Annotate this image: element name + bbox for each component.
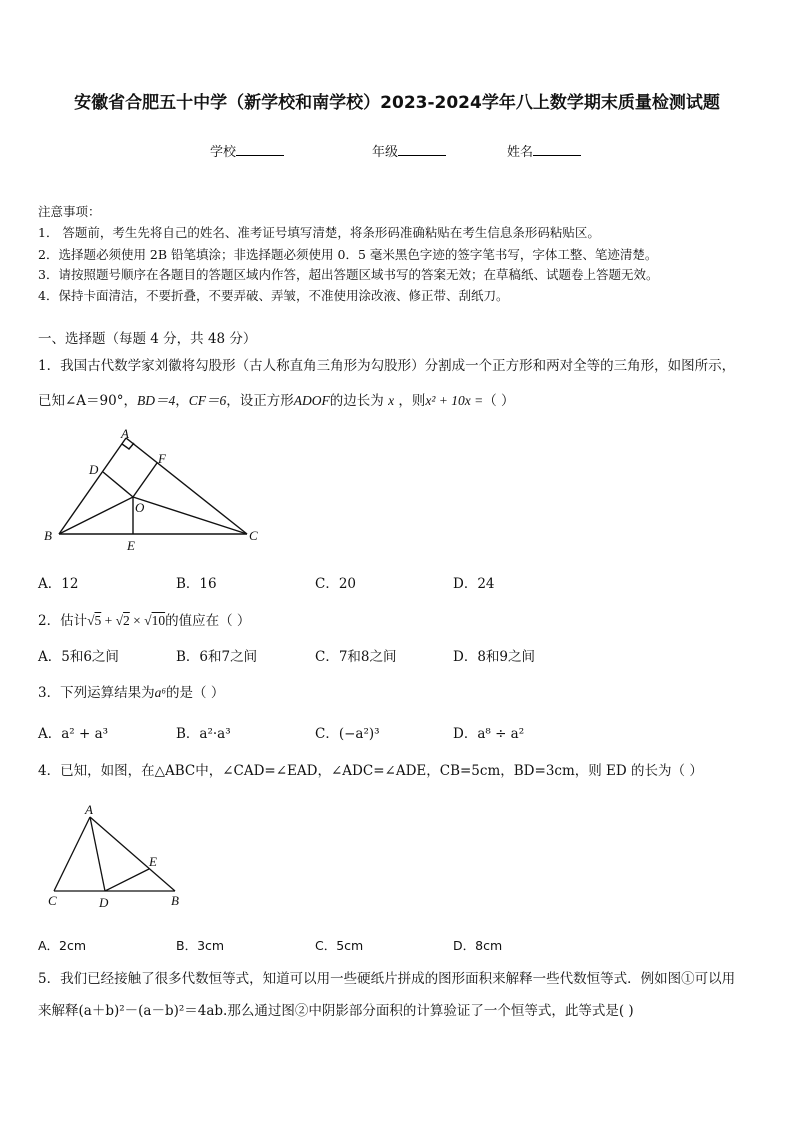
q2-option-c[interactable]: C．7和8之间: [315, 649, 397, 665]
q1-option-d[interactable]: D．24: [453, 576, 495, 592]
q4-option-b[interactable]: B．3cm: [176, 938, 225, 953]
q1-line2: 已知∠A＝90°，BD＝4，CF＝6，设正方形ADOF的边长为 x ，则x² + 10x =（ ）: [38, 393, 515, 409]
q4-label-a: A: [85, 802, 93, 817]
q4-label-d: D: [99, 895, 109, 910]
q2-option-d[interactable]: D．8和9之间: [453, 649, 536, 665]
q4-option-a[interactable]: A．2cm: [38, 938, 87, 953]
q1-segment-bo: [59, 497, 133, 534]
q4-figure: [38, 799, 188, 911]
q1-segment-of: [133, 463, 157, 497]
q2-option-a[interactable]: A．5和6之间: [38, 649, 119, 665]
q1-angle-text: 已知∠A＝90°，: [38, 393, 137, 409]
section-heading: 一、选择题（每题 4 分，共 48 分）: [38, 331, 257, 347]
notice-item: 1． 答题前，考生先将自己的姓名、准考证号填写清楚，将条形码准确粘贴在考生信息条形码粘贴区。: [38, 225, 600, 240]
q1-label-b: B: [44, 528, 52, 543]
q1-side-ab: [59, 438, 126, 534]
school-label: 学校: [210, 145, 237, 160]
q1-square: ADOF: [293, 393, 330, 408]
q1-option-a[interactable]: A．12: [38, 576, 79, 592]
q1-figure: [38, 426, 268, 554]
q1-line1: 1．我国古代数学家刘徽将勾股形（古人称直角三角形为勾股形）分割成一个正方形和两对全等的三角形，如图所示，: [38, 358, 736, 374]
q5-line2: 来解释(a＋b)²－(a－b)²＝4ab.那么通过图②中阴影部分面积的计算验证了一个恒等式，此等式是( ): [38, 1003, 634, 1019]
q4-stem: 4．已知，如图，在△ABC中，∠CAD=∠EAD，∠ADC=∠ADE，CB=5cm，BD=3cm，则 ED 的长为（ ）: [38, 763, 703, 779]
notice-item: 3．请按照题号顺序在各题目的答题区域内作答，超出答题区域书写的答案无效；在草稿纸、试题卷上答题无效。: [38, 267, 659, 282]
q1-paren: （ ）: [483, 393, 515, 409]
q1-label-d: D: [89, 462, 99, 477]
q1-text-c: 的边长为: [329, 393, 384, 409]
q5-line1: 5．我们已经接触了很多代数恒等式，知道可以用一些硬纸片拼成的图形面积来解释一些代数恒等式．例如图①可以用: [38, 971, 736, 987]
q1-cf: CF＝6: [188, 393, 227, 408]
q1-segment-do: [103, 472, 133, 497]
school-blank[interactable]: [236, 141, 284, 156]
q1-side-ac: [126, 438, 247, 534]
q2-stem: [38, 609, 250, 629]
notice-item: 2．选择题必须使用 2B 铅笔填涂；非选择题必须使用 0．5 毫米黑色字迹的签字笔书写，字体工整、笔迹清楚。: [38, 247, 658, 262]
q1-label-o: O: [135, 500, 145, 515]
notice-heading: 注意事项：: [38, 204, 101, 219]
q1-label-c: C: [249, 528, 258, 543]
q1-label-e: E: [127, 538, 135, 553]
q1-label-a: A: [121, 426, 129, 441]
q2-stem-b: 的值应在（ ）: [165, 613, 251, 629]
q4-side-ac: [54, 817, 90, 891]
notice-item: 4．保持卡面清洁，不要折叠，不要弄破、弄皱，不准使用涂改液、修正带、刮纸刀。: [38, 288, 509, 303]
q3-option-a[interactable]: A．a² + a³: [38, 726, 109, 742]
q3-option-b[interactable]: B．a²·a³: [176, 726, 231, 742]
grade-label: 年级: [372, 145, 399, 160]
q1-var: x: [388, 393, 395, 408]
q3-target: a⁶: [154, 685, 167, 700]
q4-option-c[interactable]: C．5cm: [315, 938, 364, 953]
q3-option-d[interactable]: D．a⁸ ÷ a²: [453, 726, 525, 742]
q3-stem-b: 的是（ ）: [166, 685, 225, 701]
q2-expression: √5 + √2 × √10: [87, 613, 166, 628]
q3-option-c[interactable]: C．(−a²)³: [315, 726, 380, 742]
q4-option-d[interactable]: D．8cm: [453, 938, 503, 953]
page-title: 安徽省合肥五十中学（新学校和南学校）2023-2024学年八上数学期末质量检测试题: [74, 93, 720, 113]
q4-segment-de: [105, 869, 149, 891]
name-field[interactable]: [507, 141, 581, 160]
name-blank[interactable]: [533, 141, 581, 156]
q4-label-c: C: [48, 893, 57, 908]
q1-bd: BD＝4: [137, 393, 176, 408]
q1-text-d: ，则: [398, 393, 426, 409]
q1-option-b[interactable]: B．16: [176, 576, 217, 592]
q1-segment-oc: [133, 497, 247, 534]
q1-label-f: F: [158, 451, 166, 466]
grade-field[interactable]: [372, 141, 446, 160]
q4-label-e: E: [149, 854, 157, 869]
q3-stem-a: 3．下列运算结果为: [38, 685, 155, 701]
q2-stem-a: 2．估计: [38, 613, 88, 629]
q2-option-b[interactable]: B．6和7之间: [176, 649, 258, 665]
name-label: 姓名: [507, 145, 534, 160]
grade-blank[interactable]: [398, 141, 446, 156]
q1-right-angle-mark: [122, 443, 134, 449]
q4-label-b: B: [171, 893, 179, 908]
school-field[interactable]: [210, 141, 284, 160]
q3-stem: [38, 681, 224, 701]
q1-option-c[interactable]: C．20: [315, 576, 357, 592]
q1-text-b: ，设正方形: [226, 393, 294, 409]
q1-expr: x² + 10x =: [425, 393, 484, 408]
